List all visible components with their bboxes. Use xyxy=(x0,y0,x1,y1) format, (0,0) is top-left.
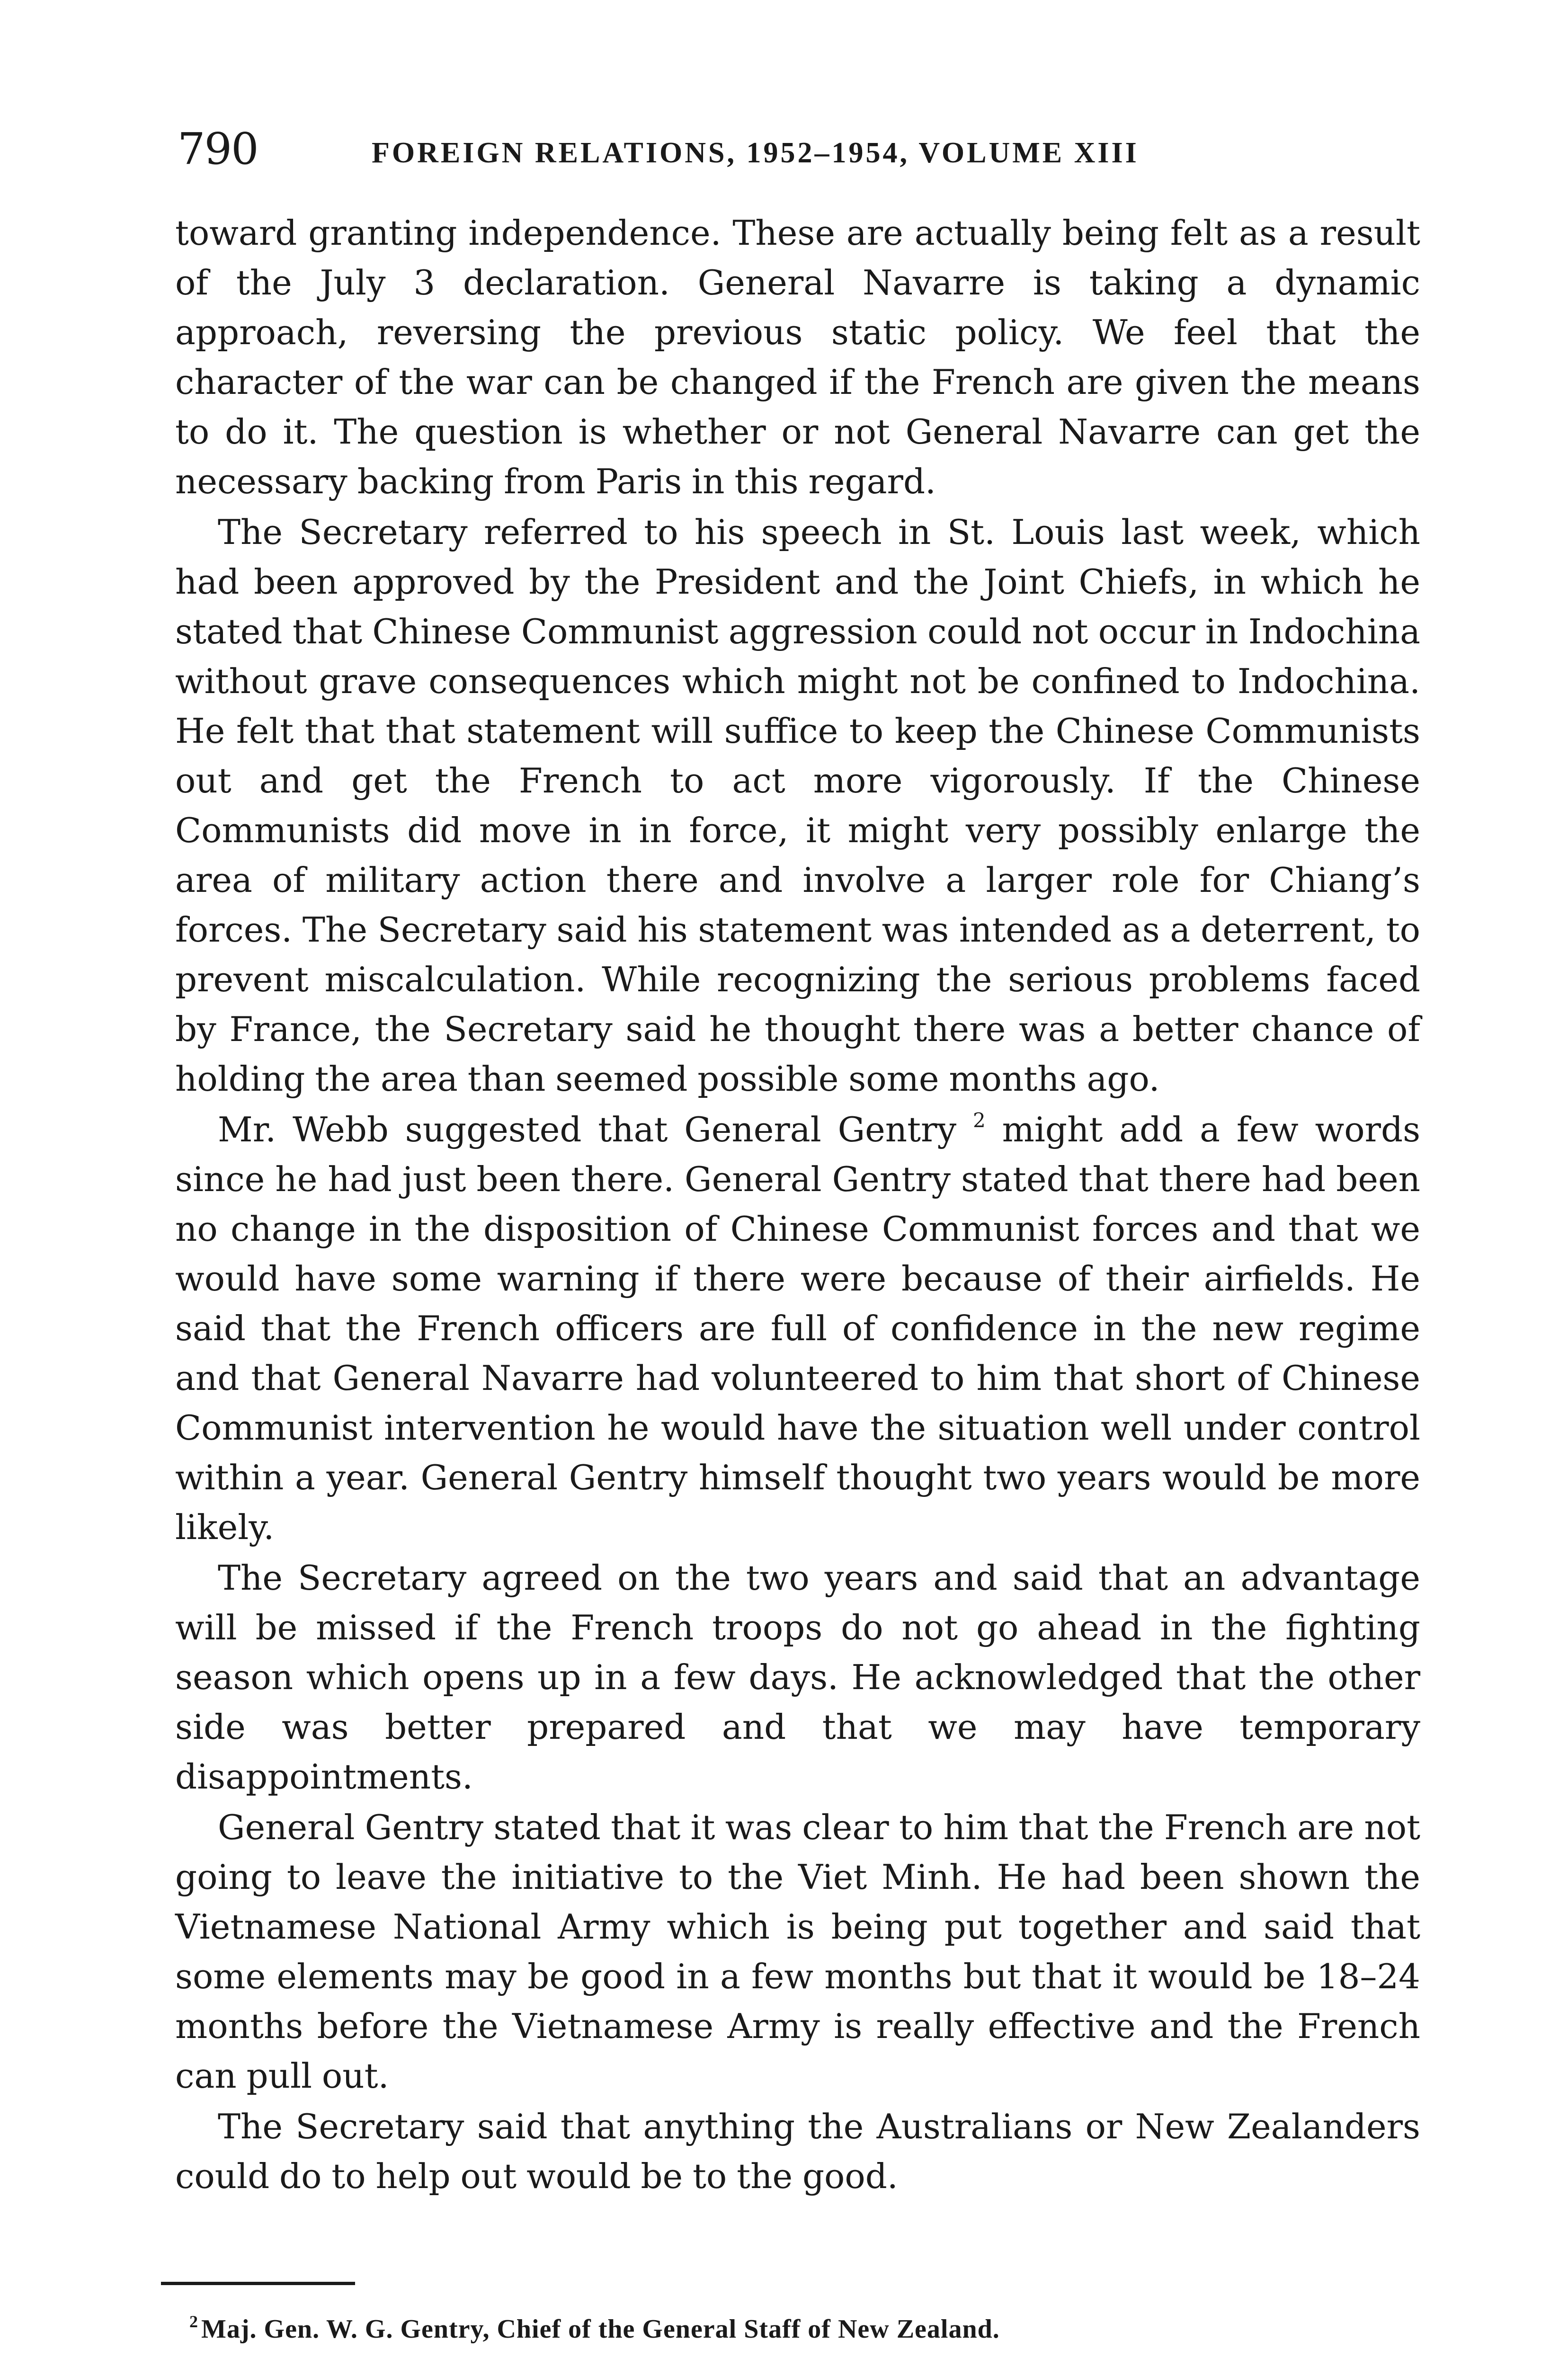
paragraph-continued: toward granting independence. These are actually being felt as a result of the July 3 declaration. General Navarre is taking a dynamic approach, reversing the previous static policy. We feel that the character of the war can be changed if the French are given the means to do it. The question is whether or not General Navarre can get the necessary backing from Paris in this regard. xyxy=(175,213,1420,501)
page-number: 790 xyxy=(178,124,258,174)
paragraph-text: might add a few words since he had just been there. General Gentry stated that there had been no change in the disposition of Chinese Communist forces and that we would have some warning if there were because of their airfields. He said that the French officers are full of confidence in the new regime and that General Navarre had volunteered to him that short of Chinese Communist intervention he would have the situation well under control within a year. General Gentry himself thought two years would be more likely. xyxy=(175,1110,1421,1547)
paragraph: The Secretary referred to his speech in St. Louis last week, which had been approved by the President and the Joint Chiefs, in which he stated that Chinese Communist aggression could not occur in Indochina without grave consequences which might not be confined to Indochina. He felt that that statement will suffice to keep the Chinese Communists out and get the French to act more vigorously. If the Chinese Communists did move in in force, it might very possibly enlarge the area of military action there and involve a larger role for Chiang’s forces. The Secretary said his statement was intended as a deterrent, to prevent miscalculation. While recognizing the serious problems faced by France, the Secretary said he thought there was a better chance of holding the area than seemed possible some months ago. xyxy=(175,512,1420,1099)
paragraph: The Secretary agreed on the two years and said that an advantage will be missed if the French troops do not go ahead in the fighting season which opens up in a few days. He acknowledged that the other side was better prepared and that we may have temporary disappointments. xyxy=(175,1558,1420,1797)
paragraph: General Gentry stated that it was clear to him that the French are not going to leave the initiative to the Viet Minh. He had been shown the Vietnamese National Army which is being put together and said that some elements may be good in a few months but that it would be 18–24 months before the Vietnamese Army is really effective and the French can pull out. xyxy=(175,1807,1420,2096)
paragraph: The Secretary said that anything the Australians or New Zealanders could do to help out would be to the good. xyxy=(175,2107,1420,2196)
body-text xyxy=(175,208,1420,2201)
footnote-divider xyxy=(161,2282,355,2285)
footnote-marker: 2 xyxy=(189,2312,198,2331)
paragraph xyxy=(175,1105,1420,1552)
footnote-reference: 2 xyxy=(973,1109,986,1132)
footnote xyxy=(189,2308,1420,2350)
paragraph-text: Mr. Webb suggested that General Gentry xyxy=(218,1110,957,1149)
footnote-text: Maj. Gen. W. G. Gentry, Chief of the General Staff of New Zealand. xyxy=(201,2314,1000,2344)
running-title: FOREIGN RELATIONS, 1952–1954, VOLUME XIII xyxy=(372,137,1139,169)
running-header xyxy=(178,121,1423,178)
